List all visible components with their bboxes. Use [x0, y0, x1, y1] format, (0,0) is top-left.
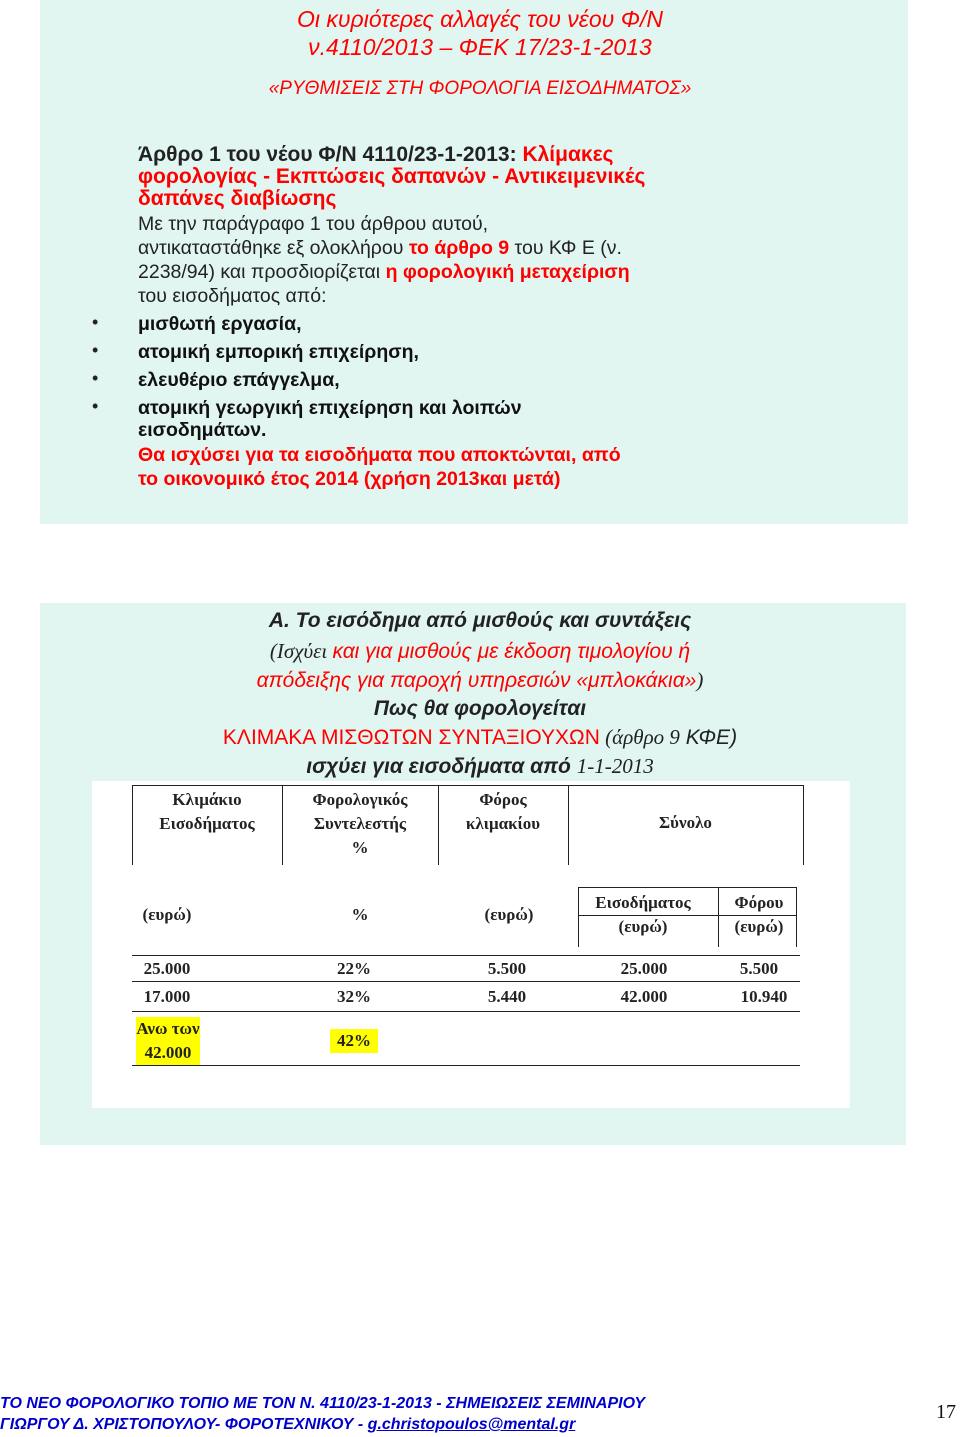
slide2-line5: [0, 725, 960, 750]
slide1-body-line4: του εισοδήματος από:: [138, 285, 327, 307]
bullet-dot: •: [92, 340, 99, 360]
header-text: Εισοδήματος: [159, 814, 255, 833]
validity-date: 1-1-2013: [576, 754, 654, 778]
unit-text: (ευρώ): [618, 917, 668, 936]
article-ref-end: ΚΦΕ): [679, 726, 738, 749]
table-cell: 17.000: [143, 987, 191, 1006]
cell-text: Ανω των: [136, 1019, 200, 1038]
article-number: 9: [669, 725, 680, 749]
header-total: Σύνολο: [659, 813, 712, 832]
unit-income: (ευρώ): [142, 905, 192, 924]
footer-line1: ΤΟ ΝΕΟ ΦΟΡΟΛΟΓΙΚΟ ΤΟΠΙΟ ΜΕ ΤΟΝ Ν. 4110/23-1-2013 - ΣΗΜΕΙΩΣΕΙΣ ΣΕΜΙΝΑΡΙΟΥ: [0, 1395, 646, 1412]
slide1-body-line1: Με την παράγραφο 1 του άρθρου αυτού,: [138, 213, 489, 235]
table-border: [132, 981, 800, 982]
unit-rate: %: [351, 905, 369, 924]
table-border: [132, 955, 800, 956]
validity-text: ισχύει για εισοδήματα από: [306, 755, 577, 778]
slide1-heading-line2: φορολογίας - Εκπτώσεις δαπανών - Αντικειμενικές: [138, 165, 646, 188]
line2-red: και για μισθούς με έκδοση τιμολογίου ή: [332, 640, 691, 663]
table-border: [132, 1065, 800, 1066]
slide1-title-line2: ν.4110/2013 – ΦΕΚ 17/23-1-2013: [308, 34, 652, 60]
slide2-line4: Πως θα φορολογείται: [373, 697, 587, 720]
table-border: [132, 1011, 800, 1012]
table-cell: 5.440: [487, 987, 527, 1006]
header-bracket: [132, 788, 282, 836]
table-cell: 25.000: [143, 959, 191, 978]
slide2-line6: [0, 754, 960, 779]
table-cell-highlight: 42%: [330, 1029, 378, 1053]
table-cell-highlight: [136, 1017, 200, 1065]
header-bracket-tax: [438, 788, 568, 836]
bullet-item: ατομική γεωργική επιχείρηση και λοιπών: [138, 397, 522, 419]
body-text: 2238/94) και προσδιορίζεται: [138, 261, 386, 283]
table-border: [796, 887, 797, 947]
footer-author: ΓΙΩΡΓΟΥ Δ. ΧΡΙΣΤΟΠΟΥΛΟΥ- ΦΟΡΟΤΕΧΝΙΚΟΥ -: [0, 1416, 368, 1433]
header-rate: [282, 788, 438, 860]
final-note-line1: Θα ισχύσει για τα εισοδήματα που αποκτώνται, από: [138, 444, 621, 466]
unit-tax: (ευρώ): [484, 905, 534, 924]
body-text: του ΚΦ Ε (ν.: [509, 237, 622, 259]
table-border: [132, 785, 804, 786]
table-border: [578, 887, 796, 888]
heading-red-1: Κλίμακες: [522, 143, 614, 166]
cell-text: 42.000: [144, 1043, 192, 1062]
heading-article: Άρθρο 1 του νέου Φ/Ν 4110/23-1-2013:: [138, 143, 517, 166]
slide1-body-line3: [138, 260, 630, 284]
table-cell: 22%: [337, 959, 371, 978]
table-cell: 42.000: [620, 987, 668, 1006]
table-border: [718, 887, 719, 947]
bullet-item-continuation: εισοδημάτων.: [138, 419, 267, 441]
header-text: Φορολογικός: [312, 790, 408, 809]
header-text: Κλιμάκιο: [172, 790, 242, 809]
table-cell: 5.500: [487, 959, 527, 978]
unit-text: Φόρου: [734, 893, 784, 912]
footer-line2: [0, 1416, 575, 1434]
unit-text: (ευρώ): [734, 917, 784, 936]
slide1-body-line2: [138, 236, 622, 260]
bullet-dot: •: [92, 368, 99, 388]
bullet-item: μισθωτή εργασία,: [138, 313, 302, 335]
line3-suffix: ): [696, 668, 704, 692]
scale-title: ΚΛΙΜΑΚΑ ΜΙΣΘΩΤΩΝ ΣΥΝΤΑΞΙΟΥΧΩΝ: [222, 726, 600, 749]
bullet-dot: •: [92, 396, 99, 416]
bullet-dot: •: [92, 312, 99, 332]
page-number: 17: [936, 1401, 956, 1423]
table-border: [803, 785, 804, 865]
table-cell: 10.940: [740, 987, 788, 1006]
line2-prefix: (Ισχύει: [269, 639, 333, 663]
tax-treatment-highlight: η φορολογική μεταχείριση: [385, 261, 630, 283]
slide2-line2: [0, 639, 960, 664]
tax-scale-table: [92, 781, 850, 1108]
table-cell: 25.000: [620, 959, 668, 978]
table-border: [578, 915, 796, 916]
slide2-heading: Α. Το εισόδημα από μισθούς και συντάξεις: [268, 609, 692, 632]
header-text: Φόρος: [479, 790, 527, 809]
slide1-subtitle: «ΡΥΘΜΙΣΕΙΣ ΣΤΗ ΦΟΡΟΛΟΓΙΑ ΕΙΣΟΔΗΜΑΤΟΣ»: [268, 78, 692, 99]
bullet-item: ατομική εμπορική επιχείρηση,: [138, 341, 419, 363]
header-text: %: [351, 838, 369, 857]
slide2-line3: [0, 668, 960, 693]
final-note-line2: το οικονομικό έτος 2014 (χρήση 2013και μετά): [138, 468, 561, 490]
table-cell: 5.500: [739, 959, 779, 978]
table-border: [578, 887, 579, 947]
slide1-title-line1: Οι κυριότερες αλλαγές του νέου Φ/Ν: [297, 6, 663, 32]
header-text: Συντελεστής: [313, 814, 407, 833]
table-cell: 32%: [337, 987, 371, 1006]
article-9-highlight: το άρθρο 9: [408, 237, 510, 259]
footer-email-link[interactable]: g.christopoulos@mental.gr: [367, 1416, 576, 1433]
body-text: αντικαταστάθηκε εξ ολοκλήρου: [138, 237, 409, 259]
slide1-heading-line3: δαπάνες διαβίωσης: [138, 187, 337, 210]
article-ref: (άρθρο: [599, 725, 670, 749]
unit-text: Εισοδήματος: [595, 893, 691, 912]
bullet-item: ελευθέριο επάγγελμα,: [138, 369, 340, 391]
line3-red: απόδειξης για παροχή υπηρεσιών «μπλοκάκια»: [256, 669, 697, 692]
slide1-heading-line1: [138, 144, 613, 166]
header-text: κλιμακίου: [465, 814, 541, 833]
